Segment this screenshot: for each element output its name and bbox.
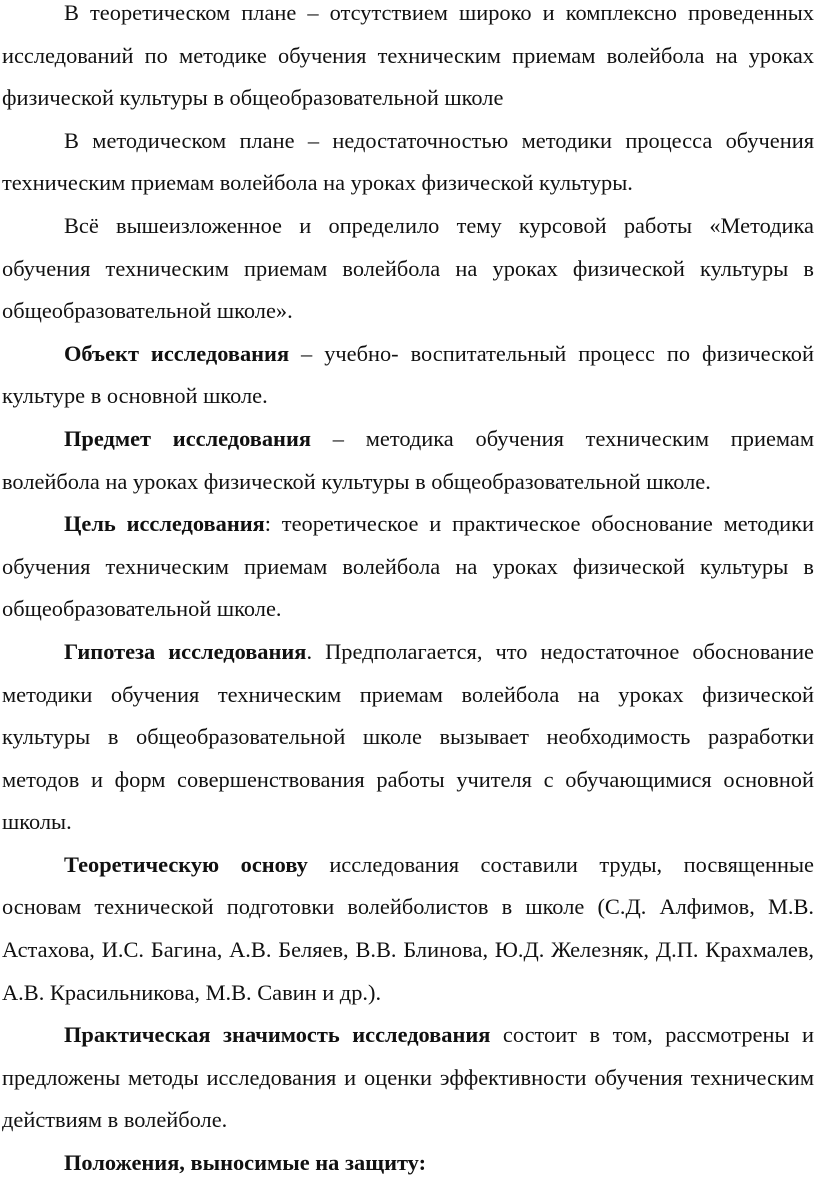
- practical-significance-label: Практическая значимость исследования: [64, 1022, 491, 1048]
- paragraph-research-object: [2, 333, 814, 418]
- paragraph-methodical-plan: В методическом плане – недостаточностью методики процесса обучения техническим приемам волейбола на уроках физической культуры.: [2, 127, 814, 196]
- research-hypothesis-label: Гипотеза исследования: [64, 638, 307, 664]
- research-subject-label: Предмет исследования: [64, 425, 311, 451]
- theoretical-basis-label: Теоретическую основу: [64, 851, 308, 877]
- research-object-text: – учебно- воспитательный процесс по физической культуре в основной школе.: [2, 340, 814, 409]
- paragraph-course-topic: Всё вышеизложенное и определило тему курсовой работы «Методика обучения техническим приемам волейбола на уроках физической культуры в общеобразовательной школе».: [2, 212, 814, 324]
- research-goal-text: : теоретическое и практическое обоснование методики обучения техническим приемам волейбола на уроках физической культуры в общеобразовательной школе.: [2, 511, 814, 622]
- paragraph-research-goal: [2, 503, 814, 631]
- paragraph-research-subject: [2, 418, 814, 503]
- paragraph-research-hypothesis: [2, 631, 814, 844]
- research-subject-text: – методика обучения техническим приемам волейбола на уроках физической культуры в общеобразовательной школе.: [2, 425, 815, 494]
- practical-significance-text: состоит в том, рассмотрены и предложены методы исследования и оценки эффективности обучения техническим действиям в волейболе.: [2, 1022, 815, 1133]
- paragraph-theoretical-plan: В теоретическом плане – отсутствием широко и комплексно проведенных исследований по методике обучения техническим приемам волейбола на уроках физической культуры в общеобразовательной школе: [2, 0, 814, 111]
- theoretical-basis-text: исследования составили труды, посвященные основам технической подготовки волейболистов в школе (С.Д. Алфимов, М.В. Астахова, И.С. Багина, А.В. Беляев, В.В. Блинова, Ю.Д. Железняк, Д.П. Крахмалев, А.В. Красильникова, М.В. Савин и др.).: [2, 851, 814, 1005]
- defense-provisions-heading: Положения, выносимые на защиту:: [64, 1150, 427, 1176]
- research-goal-label: Цель исследования: [64, 511, 265, 537]
- research-hypothesis-text: . Предполагается, что недостаточное обоснование методики обучения техническим приемам волейбола на уроках физической культуры в общеобразовательной школе вызывает необходимость разработки методов и форм совершенствования работы учителя с обучающимися основной школы.: [2, 638, 814, 835]
- paragraph-practical-significance: [2, 1014, 814, 1142]
- research-object-label: Объект исследования: [64, 340, 290, 366]
- paragraph-theoretical-basis: [2, 844, 814, 1014]
